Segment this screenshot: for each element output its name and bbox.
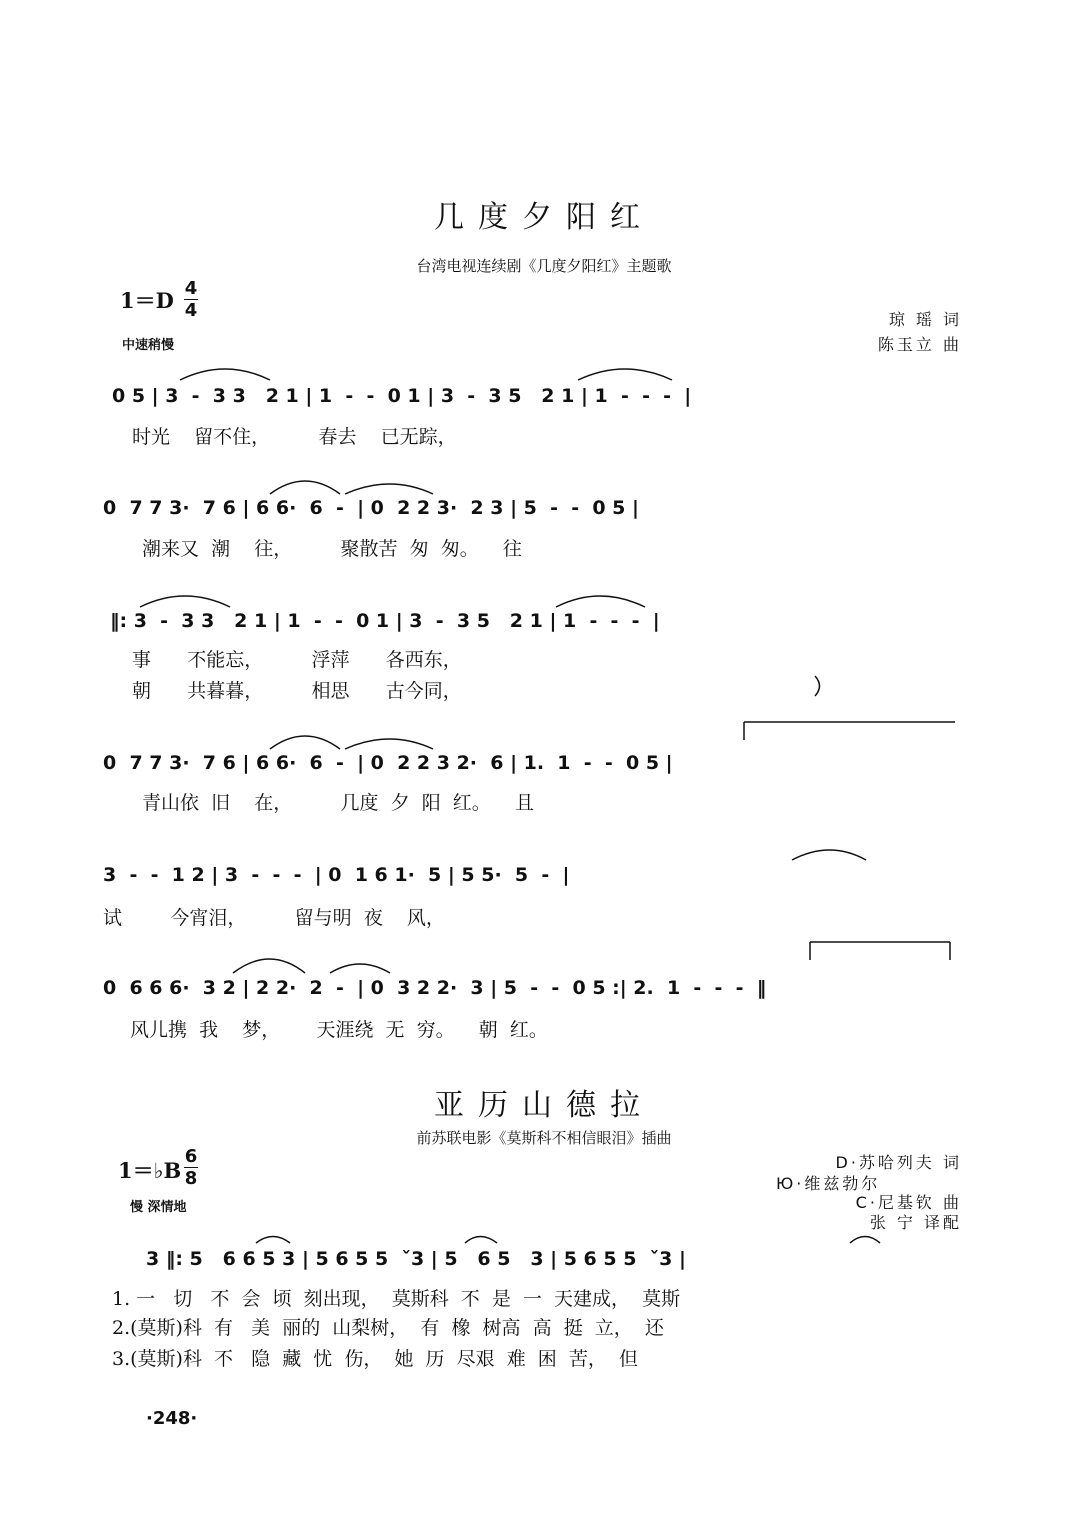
song1-title: 几度夕阳红 [434,200,654,235]
song2-credit-4: 张 宁 译配 [869,1213,962,1232]
song1-line1-lyrics: 时光 留不住， 春去 已无踪， [132,426,457,448]
song1-lyricist: 琼 瑶 词 [888,310,962,329]
song2-credit-1: D·苏哈列夫 词 [835,1153,962,1172]
time-top: 6 [184,1146,198,1167]
song1-key: 1＝D [120,288,174,313]
tie-mark [233,959,305,973]
tie-mark [270,736,340,749]
tie-mark [578,369,672,380]
song1-composer: 陈玉立 曲 [877,335,962,354]
song2-credit-2: Ю·维兹勃尔 [776,1174,881,1193]
song1-line5-lyrics: 试 今宵泪， 留与明 夜 风， [103,907,445,929]
time-top: 4 [184,278,198,299]
song1-line6-lyrics: 风儿携 我 梦， 天涯绕 无 穷。 朝 红。 [130,1019,548,1041]
song1-line3-lyrics-b: 朝 共暮暮， 相思 古今同， [132,680,462,702]
song2-credit-3: C·尼基钦 曲 [855,1193,962,1212]
song1-line2-notes: 0 7 7 3· 7 6 | 6 6· 6 - | 0 2 2 3· 2 3 | 5 - - 0 5 | [103,497,639,519]
song1-line1-notes: 0 5 | 3 - 3 3 2 1 | 1 - - 0 1 | 3 - 3 5 2 1 | 1 - - - | [112,385,692,407]
song1-line4-notes: 0 7 7 3· 7 6 | 6 6· 6 - | 0 2 2 3 2· 6 | 1. 1 - - 0 5 | [103,752,673,774]
tie-mark [792,850,866,860]
page-number: ·248· [146,1408,198,1429]
song2-key: 1＝♭B [118,1158,182,1183]
song2-verse-2: 2.(莫斯)科 有 美 丽的 山梨树， 有 橡 树高 高 挺 立， 还 [112,1317,664,1339]
song2-verse-1: 1. 一 切 不 会 顷 刻出现， 莫斯科 不 是 一 天建成， 莫斯 [112,1288,681,1310]
song2-notes: 3 ‖: 5 6 6 5 3 | 5 6 5 5 ˇ3 | 5 6 5 3 | 5 6 5 5 ˇ3 | [146,1248,686,1270]
song2-tempo: 慢 深情地 [130,1200,187,1215]
song1-line3-notes: ‖: 3 - 3 3 2 1 | 1 - - 0 1 | 3 - 3 5 2 1 | 1 - - - | [110,610,660,632]
tie-mark [270,481,340,494]
song1-line3-lyrics-a: 事 不能忘， 浮萍 各西东， [132,649,462,671]
song1-line4-lyrics: 青山依 旧 在， 几度 夕 阳 红。 且 [142,792,534,814]
brace-mark [815,676,820,696]
song1-tempo: 中速稍慢 [122,338,175,353]
tie-mark [140,596,230,607]
song1-line6-notes: 0 6 6 6· 3 2 | 2 2· 2 - | 0 3 2 2· 3 | 5 - - 0 5 :| 2. 1 - - - ‖ [103,977,767,999]
song2-subtitle: 前苏联电影《莫斯科不相信眼泪》插曲 [416,1129,672,1147]
tie-mark [345,739,433,749]
song1-subtitle: 台湾电视连续剧《几度夕阳红》主题歌 [416,257,672,275]
tie-mark [180,369,270,380]
time-bottom: 8 [184,1168,198,1189]
tie-mark [556,596,645,607]
song2-title: 亚历山德拉 [434,1088,654,1123]
song2-verse-3: 3.(莫斯)科 不 隐 藏 忧 伤， 她 历 尽艰 难 困 苦， 但 [112,1348,638,1370]
song1-line5-notes: 3 - - 1 2 | 3 - - - | 0 1 6 1· 5 | 5 5· 5 - | [103,864,570,886]
time-bottom: 4 [184,300,198,321]
tie-mark [345,484,433,494]
song1-line2-lyrics: 潮来又 潮 往， 聚散苦 匆 匆。 往 [142,538,522,560]
tie-mark [330,964,390,973]
